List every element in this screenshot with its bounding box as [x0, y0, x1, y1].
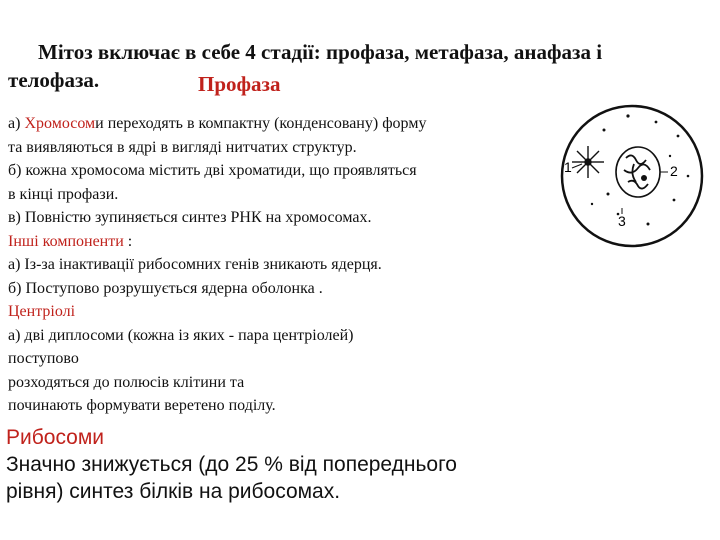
chromosomes-b-line2: в кінці профази.	[8, 185, 119, 203]
prophase-cell-diagram	[548, 96, 708, 256]
title-line-1: Мітоз включає в себе 4 стадії: профаза, метафаза, анафаза і	[38, 40, 603, 64]
centrioles-heading: Центріолі	[8, 303, 76, 320]
label-2: 2	[670, 163, 678, 179]
centrioles-line3: розходяться до полюсів клітини та	[8, 373, 245, 391]
ribosomes-block	[6, 424, 457, 505]
chromosomes-block	[8, 112, 426, 418]
centrosome-aster	[572, 146, 604, 178]
cell-membrane	[562, 106, 702, 246]
centrioles-line4: починають формувати веретено поділу.	[8, 397, 276, 414]
other-components-heading: Інші компоненти :	[8, 232, 133, 250]
prophase-heading: Профаза	[198, 72, 281, 96]
label-3: 3	[618, 213, 626, 229]
label-1: 1	[564, 159, 572, 175]
chromosomes-a-line1: а) Хромосоми переходять в компактну (конденсовану) форму	[8, 115, 427, 132]
slide-title	[8, 38, 698, 94]
ribosomes-line1: Значно знижується (до 25 % від попереднього	[6, 453, 457, 476]
nucleus	[616, 147, 660, 197]
ribosomes-heading: Рибосоми	[6, 426, 105, 449]
title-line-2: телофаза.	[8, 68, 100, 92]
chromosomes-term: Хромосом	[24, 115, 96, 132]
other-b: б) Поступово розрушується ядерна оболонка .	[8, 279, 323, 297]
centrioles-line2: поступово	[8, 350, 79, 367]
chromosomes-b-line1: б) кожна хромосома містить дві хроматиди, що проявляться	[8, 162, 417, 179]
ribosomes-line2: рівня) синтез білків на рибосомах.	[6, 480, 341, 503]
centrioles-line1: а) дві диплосоми (кожна із яких - пара центріолей)	[8, 326, 354, 344]
chromosomes-a-line2: та виявляються в ядрі в вигляді нитчатих структур.	[8, 138, 357, 156]
other-a: а) Із-за інактивації рибосомних генів зникають ядерця.	[8, 256, 382, 273]
chromosomes-c-line1: в) Повністю зупиняється синтез РНК на хромосомах.	[8, 209, 372, 226]
